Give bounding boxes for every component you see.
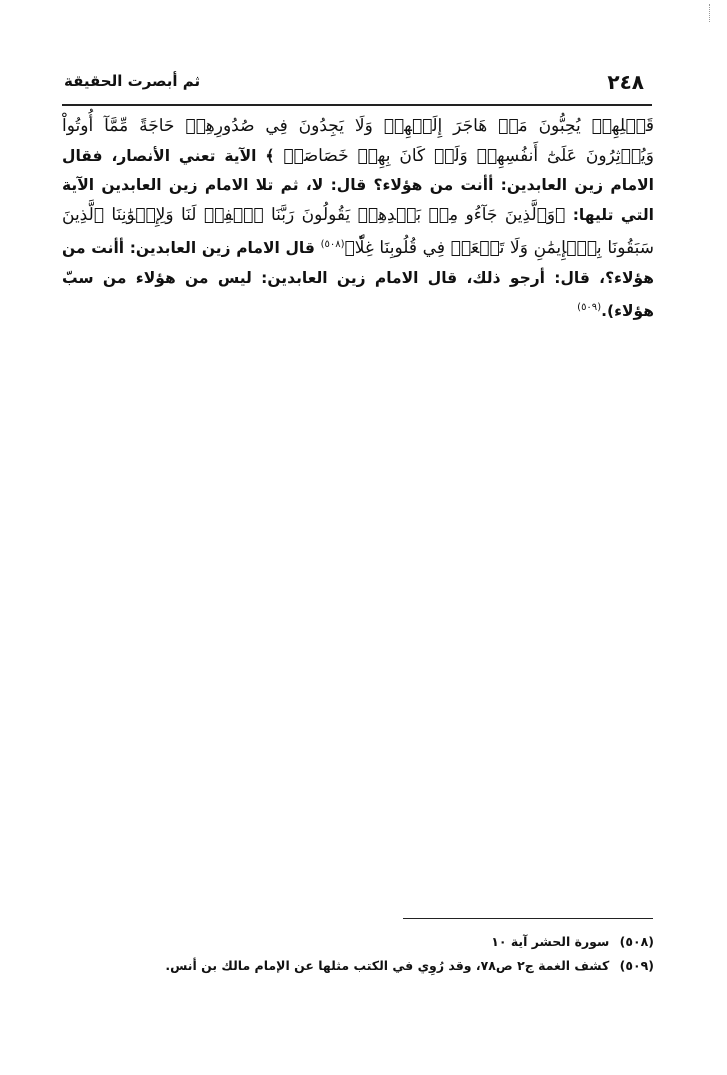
quran-verse-2: ﴿وَٱلَّذِينَ جَآءُو مِنۢ بَعۡدِهِمۡ يَقُولُونَ رَبَّنَا ٱغۡفِرۡ لَنَا وَلِإِخۡوَٰنِنَا ٱلَّذِينَ سَبَقُونَا بِٱلۡإِيمَٰنِ وَلَا تَجۡعَلۡ فِي قُلُوبِنَا غِلّٗا﴾	[62, 204, 654, 259]
footnote-text: كشف الغمة ج٢ ص٧٨، وقد رُوِي في الكتب مثلها عن الإمام مالك بن أنس.	[165, 958, 610, 973]
footnote-509	[80, 954, 654, 978]
footnote-508	[80, 930, 654, 954]
page-number: ٢٤٨	[607, 70, 644, 94]
footnote-divider	[403, 918, 653, 919]
quran-verse-1: قَبۡلِهِمۡ يُحِبُّونَ مَنۡ هَاجَرَ إِلَيۡهِمۡ وَلَا يَجِدُونَ فِي صُدُورِهِمۡ حَاجَةً مِّمَّآ أُوتُواْ وَيُؤۡثِرُونَ عَلَىٰٓ أَنفُسِهِمۡ وَلَوۡ كَانَ بِهِمۡ خَصَاصَةٞ	[62, 116, 654, 166]
footnote-text: سورة الحشر آية ١٠	[491, 934, 610, 949]
footnotes	[80, 930, 654, 978]
scan-mark	[709, 4, 713, 22]
page-header	[62, 70, 652, 106]
footnote-ref-508: (٥٠٨)	[320, 239, 345, 250]
footnote-ref-509: (٥٠٩)	[577, 302, 602, 314]
narration-text-1: ﴾ الآية تعني الأنصار، فقال الامام زين العابدين: أأنت من هؤلاء؟ قال: لا، ثم تلا الامام زين العابدين الآية التي تليها:	[62, 146, 654, 224]
footnote-number: (٥٠٨)	[619, 934, 654, 949]
running-title: ثم أبصرت الحقيقة	[64, 72, 201, 90]
body-paragraph	[62, 112, 654, 327]
footnote-number: (٥٠٩)	[619, 958, 654, 973]
narration-text-2: قال الامام زين العابدين: أأنت من هؤلاء؟، قال: أرجو ذلك، قال الامام زين العابدين: ليس من هؤلاء من سبّ هؤلاء).	[62, 239, 654, 321]
